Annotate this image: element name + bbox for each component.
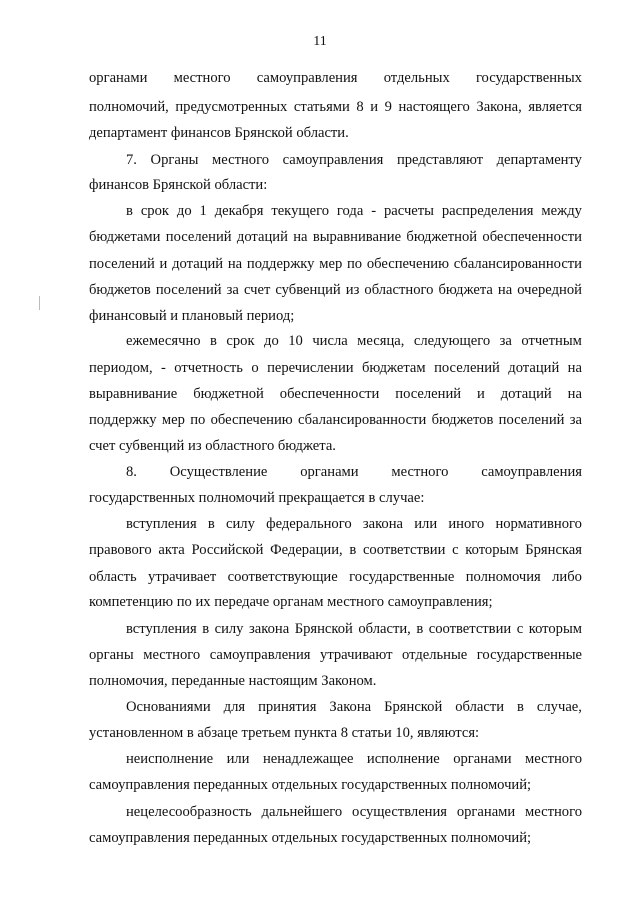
text-line: финансов Брянской области: (89, 177, 268, 193)
word: декабря (214, 203, 264, 219)
word: бюджетов (89, 282, 151, 298)
text-line (89, 227, 582, 247)
word: выравнивание (312, 229, 402, 245)
word: соответствии (428, 621, 512, 637)
word: периодом, (89, 360, 153, 376)
word: 10 (288, 333, 303, 349)
scan-edge-mark (39, 296, 40, 310)
text-line (89, 358, 582, 378)
word: поддержку (89, 412, 157, 428)
word: по (347, 256, 363, 272)
word: поддержку (246, 256, 315, 272)
word: 8 (356, 99, 364, 115)
word: нецелесообразность (126, 804, 252, 820)
text-line (126, 331, 582, 351)
word: перечислении (267, 360, 354, 376)
word: ненадлежащее (262, 751, 354, 767)
word: бюджетной (406, 229, 478, 245)
word: поселений (165, 229, 232, 245)
word: дальнейшего (261, 804, 343, 820)
text-line: установленном в абзаце третьем пункта 8 статьи 10, являются: (89, 725, 480, 741)
word: на (227, 256, 243, 272)
word: областного (364, 282, 434, 298)
word: федерального (266, 516, 352, 532)
word: до (176, 203, 192, 219)
word: за (226, 282, 239, 298)
word: которым (465, 542, 519, 558)
word: отчетность (174, 360, 243, 376)
word: дотаций (500, 386, 552, 402)
word: 9 (384, 99, 392, 115)
word: Закона (329, 699, 372, 715)
word: Органы (150, 152, 199, 168)
word: распределения (441, 203, 534, 219)
word: дотаций (172, 256, 224, 272)
word: поселений (434, 360, 500, 376)
word: Осуществление (169, 464, 268, 480)
word: за (569, 412, 582, 428)
word: обеспеченности (482, 229, 582, 245)
text-line (89, 280, 582, 300)
word: или (414, 516, 438, 532)
word: бюджетам (362, 360, 426, 376)
word: на (567, 360, 582, 376)
text-line: полномочия, переданные настоящим Законом. (89, 673, 377, 689)
text-line: счет субвенций из областного бюджета. (89, 438, 336, 454)
text-line (126, 749, 582, 769)
word: в (416, 621, 424, 637)
word: в (349, 542, 357, 558)
word: государственные (349, 569, 455, 585)
word: счет (243, 282, 271, 298)
word: за (499, 333, 512, 349)
word: числа (312, 333, 348, 349)
word: иного (448, 516, 485, 532)
word: утрачивают (320, 647, 393, 663)
word: 7. (126, 152, 137, 168)
word: поселений (89, 256, 155, 272)
word: Основаниями (126, 699, 211, 715)
word: государственные (476, 647, 582, 663)
word: поселений (155, 282, 222, 298)
word: - (161, 360, 166, 376)
word: 1 (199, 203, 207, 219)
word: обеспечению (210, 412, 293, 428)
word: субвенций (275, 282, 341, 298)
word: органами (456, 804, 516, 820)
text-line (126, 201, 582, 221)
word: самоуправления (209, 647, 311, 663)
text-line (126, 619, 582, 639)
word: бюджетов (431, 412, 494, 428)
word: государственных (475, 70, 582, 86)
word: органами (89, 70, 148, 86)
text-line (89, 68, 582, 88)
word: 8. (126, 464, 137, 480)
word: представляют (396, 152, 484, 168)
text-line: самоуправления переданных отдельных государственных полномочий; (89, 830, 532, 846)
word: на (567, 386, 582, 402)
word: является (528, 99, 582, 115)
text-line (89, 384, 582, 404)
word: соответствии (362, 542, 446, 558)
text-line (126, 150, 582, 170)
word: отчетным (521, 333, 582, 349)
word: местного (525, 751, 582, 767)
word: - (371, 203, 377, 219)
word: и (370, 99, 379, 115)
word: месяца, (357, 333, 405, 349)
word: дотаций (236, 229, 288, 245)
word: местного (212, 152, 269, 168)
word: мер (161, 412, 185, 428)
text-line: компетенцию по их передаче органам местного самоуправления; (89, 594, 493, 610)
word: полномочий, (89, 99, 169, 115)
word: самоуправления (481, 464, 582, 480)
word: силу (226, 516, 255, 532)
word: статьями (293, 99, 350, 115)
page-number: 11 (313, 34, 327, 49)
word: в (210, 333, 217, 349)
word: полномочия (465, 569, 541, 585)
word: бюджетной (193, 386, 264, 402)
word: предусмотренных (175, 99, 288, 115)
text-line (89, 410, 582, 430)
word: местного (525, 804, 582, 820)
word: мер (319, 256, 343, 272)
word: органами (300, 464, 359, 480)
word: ежемесячно (126, 333, 201, 349)
word: неисполнение (126, 751, 214, 767)
word: Брянской (384, 699, 443, 715)
word: дотаций (508, 360, 560, 376)
word: области, (358, 621, 411, 637)
word: года (336, 203, 364, 219)
word: Брянская (525, 542, 582, 558)
word: вступления (126, 621, 197, 637)
word: утрачивает (148, 569, 217, 585)
word: до (264, 333, 279, 349)
word: расчеты (384, 203, 434, 219)
text-line (89, 254, 582, 274)
text-line (126, 514, 582, 534)
word: закона (362, 516, 404, 532)
word: осуществления (352, 804, 448, 820)
word: Закона, (476, 99, 522, 115)
word: с (452, 542, 459, 558)
word: поселений (498, 412, 565, 428)
word: случае, (536, 699, 582, 715)
text-line (89, 540, 582, 560)
word: выравнивание (89, 386, 178, 402)
word: самоуправления (256, 70, 358, 86)
word: область (89, 569, 137, 585)
word: срок (140, 203, 169, 219)
word: в (517, 699, 524, 715)
word: Брянской (294, 621, 353, 637)
word: акта (158, 542, 185, 558)
word: о (251, 360, 259, 376)
word: следующего (413, 333, 491, 349)
word: департаменту (496, 152, 582, 168)
word: области (455, 699, 505, 715)
word: очередной (517, 282, 582, 298)
word: в (202, 621, 210, 637)
word: бюджета (438, 282, 493, 298)
text-line: самоуправления переданных отдельных государственных полномочий; (89, 777, 532, 793)
text-line (126, 697, 582, 717)
word: поселений (395, 386, 462, 402)
word: срок (226, 333, 255, 349)
word: самоуправления (282, 152, 384, 168)
text-line: государственных полномочий прекращается в случае: (89, 490, 425, 506)
word: из (345, 282, 360, 298)
word: местного (173, 70, 231, 86)
word: обеспечению (366, 256, 449, 272)
text-line: департамент финансов Брянской области. (89, 125, 349, 141)
word: отдельные (402, 647, 468, 663)
word: сбалансированности (298, 412, 427, 428)
word: силу (214, 621, 244, 637)
word: между (541, 203, 582, 219)
text-line (89, 97, 582, 117)
word: и (476, 386, 485, 402)
word: закона (249, 621, 290, 637)
word: обеспеченности (279, 386, 380, 402)
word: исполнение (366, 751, 440, 767)
word: Федерации, (270, 542, 343, 558)
word: органы (89, 647, 134, 663)
word: текущего (271, 203, 329, 219)
text-line (126, 462, 582, 482)
word: настоящего (398, 99, 470, 115)
word: нормативного (495, 516, 582, 532)
text-line (89, 567, 582, 587)
word: либо (552, 569, 582, 585)
text-line: финансовый и плановый период; (89, 308, 295, 324)
word: органами (453, 751, 512, 767)
word: правового (89, 542, 152, 558)
word: и (159, 256, 168, 272)
word: на (293, 229, 308, 245)
word: или (226, 751, 250, 767)
word: в (126, 203, 133, 219)
word: на (497, 282, 513, 298)
word: вступления (126, 516, 197, 532)
word: по (190, 412, 206, 428)
word: в (207, 516, 215, 532)
word: местного (143, 647, 201, 663)
text-line (89, 645, 582, 665)
word: для (223, 699, 246, 715)
word: соответствующие (227, 569, 338, 585)
word: местного (391, 464, 449, 480)
word: принятия (258, 699, 317, 715)
word: которым (528, 621, 582, 637)
text-line (126, 802, 582, 822)
word: сбалансированности (453, 256, 582, 272)
word: с (516, 621, 524, 637)
word: бюджетами (89, 229, 161, 245)
word: Российской (191, 542, 264, 558)
word: отдельных (383, 70, 450, 86)
